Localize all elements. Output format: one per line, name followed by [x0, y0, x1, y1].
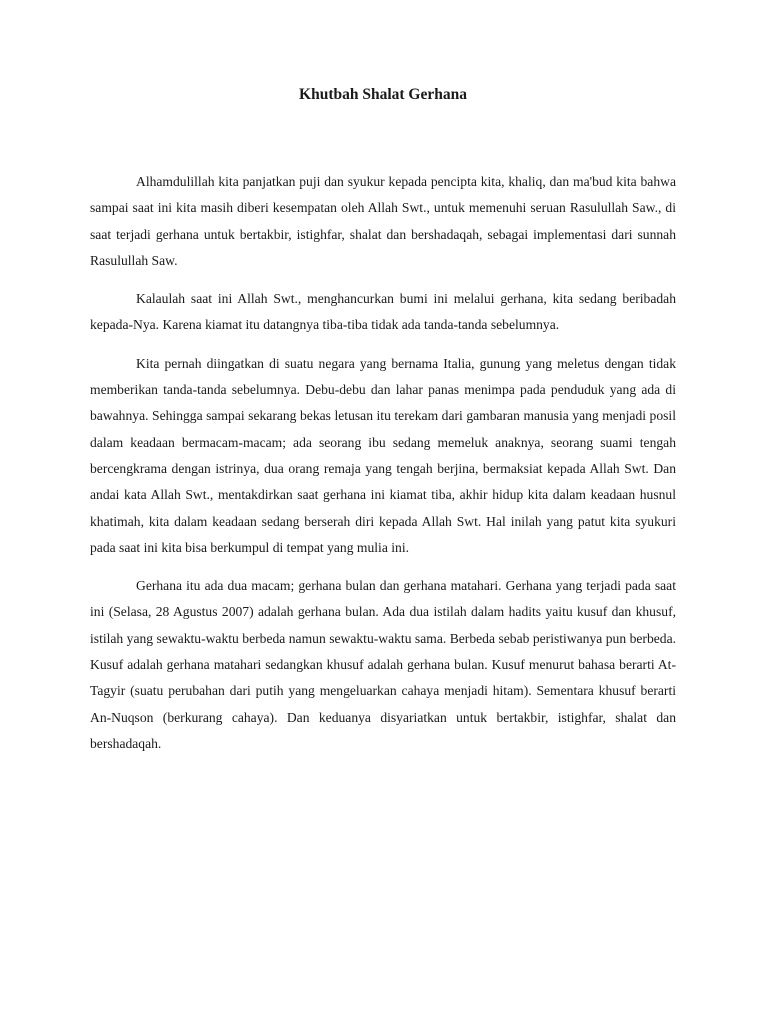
paragraph-2: Kalaulah saat ini Allah Swt., menghancurkan bumi ini melalui gerhana, kita sedang beribadah kepada-Nya. Karena kiamat itu datangnya tiba-tiba tidak ada tanda-tanda sebelumnya. — [90, 291, 676, 333]
paragraph-3: Kita pernah diingatkan di suatu negara yang bernama Italia, gunung yang meletus dengan tidak memberikan tanda-tanda sebelumnya. Debu-debu dan lahar panas menimpa pada penduduk yang ada di bawahnya. Sehingga sampai sekarang bekas letusan itu terekam dari gambaran manusia yang menjadi posil dalam keadaan bermacam-macam; ada seorang ibu sedang memeluk anaknya, seorang suami tengah bercengkrama dengan istrinya, dua orang remaja yang tengah berjina, bermaksiat kepada Allah Swt. Dan andai kata Allah Swt., mentakdirkan saat gerhana ini kiamat tiba, akhir hidup kita dalam keadaan husnul khatimah, kita dalam keadaan sedang berserah diri kepada Allah Swt. Hal inilah yang patut kita syukuri pada saat ini kita bisa berkumpul di tempat yang mulia ini. — [90, 355, 676, 555]
document-body — [90, 84, 676, 769]
paragraph-1: Alhamdulillah kita panjatkan puji dan syukur kepada pencipta kita, khaliq, dan ma'bud kita bahwa sampai saat ini kita masih diberi kesempatan oleh Allah Swt., untuk memenuhi seruan Rasulullah Saw., di saat terjadi gerhana untuk bertakbir, istighfar, shalat dan bershadaqah, sebagai implementasi dari sunnah Rasulullah Saw. — [90, 174, 676, 268]
document-title: Khutbah Shalat Gerhana — [299, 86, 467, 103]
paragraph-4: Gerhana itu ada dua macam; gerhana bulan dan gerhana matahari. Gerhana yang terjadi pada saat ini (Selasa, 28 Agustus 2007) adalah gerhana bulan. Ada dua istilah dalam hadits yaitu kusuf dan khusuf, istilah yang sewaktu-waktu berbeda namun sewaktu-waktu sama. Berbeda sebab peristiwanya pun berbeda. Kusuf adalah gerhana matahari sedangkan khusuf adalah gerhana bulan. Kusuf menurut bahasa berarti At-Tagyir (suatu perubahan dari putih yang mengeluarkan cahaya menjadi hitam). Sementara khusuf berarti An-Nuqson (berkurang cahaya). Dan keduanya disyariatkan untuk bertakbir, istighfar, shalat dan bershadaqah. — [90, 578, 676, 751]
